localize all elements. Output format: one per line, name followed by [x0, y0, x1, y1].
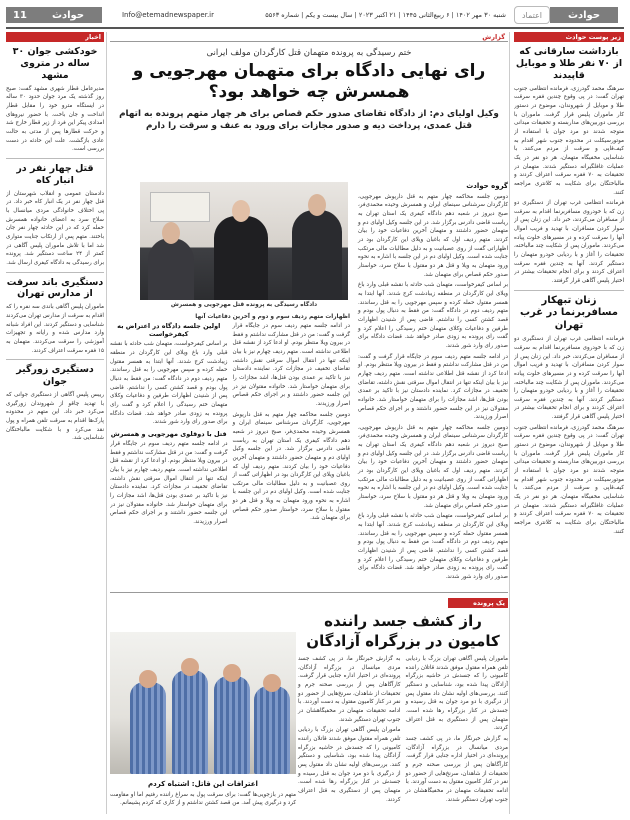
second-story-label: یک پرونده [448, 598, 508, 608]
issue-info: شنبه ۳۰ مهر ۱۴۰۲ | ۶ ربیع‌الثانی ۱۴۴۵ | ۲۱ اکتبر ۲۰۲۳ | سال بیست و یکم | شماره ۵۵۶۳ [265, 11, 506, 19]
left-news-title: دستگیری زورگیر جوان [16, 364, 94, 388]
column-rule [106, 32, 107, 814]
box-title: اعترافات این قاتل: اشتباه کردم [148, 780, 258, 788]
main-body-lower [110, 314, 350, 527]
prisoner-figure [172, 670, 208, 774]
main-body-right [358, 182, 508, 582]
right-body-2: فرمانده انتظامی غرب تهران از دستگیری دو زن که با خودروی مسافربرنما اقدام به سرقت از مسافران می‌کردند، خبر داد. این زنان پس از سوار کردن مسافران، با تهدید و فریب اموال آنها را سرقت کرده و در مسیرهای خلوت پیاده می‌کردند. ماموران پس از شکایت چند مالباخته، تحقیقات را آغاز و با ردیابی خودرو متهمان را دستگیر کردند. آنها به چندین فقره سرقت اعتراف کردند و برای انجام تحقیقات بیشتر در اختیار پلیس آگاهی قرار گرفتند. [514, 336, 624, 421]
left-news-title: خودکشی جوان ۳۰ ساله در متروی مشهد [12, 46, 98, 81]
bottom-box [110, 778, 296, 808]
right-column [514, 32, 624, 814]
right-column-label: زیر پوست حوادث [514, 32, 624, 42]
head [223, 664, 241, 682]
column-rule [509, 32, 510, 814]
figure-man [148, 238, 194, 300]
main-body-a-cont: دومین جلسه محاکمه چهار متهم به قتل داریوش مهرجویی، کارگردان سرشناس سینمای ایران و همسرش وحیده محمدی‌فر، صبح دیروز در شعبه دهم دادگاه کیفری یک استان تهران به ریاست قاضی دادرس برگزار شد. در این جلسه وکیل اولیای دم و متهمان حضور داشتند و متهمان آخرین دفاعیات خود را بیان کردند. متهم ردیف اول که باغبان ویلای این کارگردان بود در اظهاراتی گفت از روی عصبانیت و به دلیل مطالبات مالی مرتکب جنایت شده است. وکیل اولیای دم در این جلسه با اشاره به نحوه ورود متهمان به ویلا و قتل هر دو مقتول با سلاح سرد، خواستار صدور حکم قصاص برای متهمان شد. [358, 424, 508, 509]
sub-title: قتل با دوقلوی مهرجویی و همسرش [110, 429, 227, 438]
story-divider [110, 592, 508, 593]
main-headline: رای نهایی دادگاه برای متهمان مهرجویی و همسرش چه خواهد بود؟ [132, 61, 486, 103]
left-news-body: مدیرعامل قطار شهری مشهد گفت: صبح روز گذشته یک مرد جوان حدود ۳۰ ساله در ایستگاه مترو خود را مقابل قطار انداخت و جان باخت. با حضور نیروهای امدادی پیکر این فرد از زیر قطار خارج شد و حرکت قطارها پس از مدتی به حالت عادی بازگشت. علت این حادثه در دست بررسی است. [6, 85, 104, 153]
courtroom-board [150, 192, 210, 222]
masthead [6, 4, 624, 26]
left-column [6, 32, 104, 814]
divider [6, 158, 104, 159]
byline: گروه حوادث [466, 182, 508, 190]
prisoner-figure [130, 682, 166, 774]
prisoner-figure [214, 676, 250, 774]
photo1-caption: دادگاه رسیدگی به پرونده قتل مهرجویی و همسرش [170, 302, 318, 308]
main-body-c-lower: در ادامه جلسه متهم ردیف سوم در جایگاه قرار گرفت و گفت: من در قتل مشارکت نداشتم و فقط در بیرون ویلا منتظر بودم. او ادعا کرد از نقشه قتل اطلاعی نداشته است. متهم ردیف چهارم نیز با بیان اینکه تنها در انتقال اموال سرقتی نقش داشته، تقاضای تخفیف در مجازات کرد. نماینده دادستان نیز با تاکید بر عمدی بودن قتل‌ها، اشد مجازات را برای متهمان خواستار شد. خانواده مقتولان نیز در این جلسه حضور داشتند و بر اجرای حکم قصاص اصرار ورزیدند. [232, 323, 350, 407]
section-tab: حوادث [34, 7, 102, 23]
prisoners-photo [110, 632, 296, 774]
s2-col-b [298, 655, 401, 804]
right-body-2b: سرهنگ محمد گودرزی، فرمانده انتظامی جنوب تهران گفت: در پی وقوع چندین فقره سرقت طلا و موبایل از شهروندان، موضوع در دستور کار ماموران پلیس قرار گرفت. ماموران با بررسی دوربین‌های مداربسته و تحقیقات میدانی متوجه شدند دو مرد جوان با استفاده از موتورسیکلت در محدوده جنوب شهر اقدام به کیف‌قاپی و سرقت از مردم می‌کنند. با شناسایی مخفیگاه متهمان، هر دو نفر در یک عملیات غافلگیرانه دستگیر شدند. متهمان در تحقیقات به ۷۰ فقره سرقت اعتراف کردند و مالباختگان برای شکایت به کلانتری مراجعه کنند. [514, 424, 624, 535]
head [139, 670, 157, 688]
courtroom-photo [140, 182, 348, 300]
left-news-body: رییس پلیس آگاهی از دستگیری جوانی که با تهدید چاقو از شهروندان زورگیری می‌کرد خبر داد. این متهم در محدوده پارک‌ها اقدام به سرقت تلفن همراه و پول نقد می‌کرد و با شکایت مالباختگان شناسایی شد. [6, 391, 104, 442]
main-kicker: ختم رسیدگی به پرونده متهمان قتل کارگردان مولف ایرانی [206, 48, 412, 58]
main-story-label: گزارش [110, 32, 508, 42]
main-body-c-lower2: در ادامه جلسه متهم ردیف سوم در جایگاه قرار گرفت و گفت: من در قتل مشارکت نداشتم و فقط در بیرون ویلا منتظر بودم. او ادعا کرد از نقشه قتل اطلاعی نداشته است. متهم ردیف چهارم نیز با بیان اینکه تنها در انتقال اموال سرقتی نقش داشته، تقاضای تخفیف در مجازات کرد. نماینده دادستان نیز با تاکید بر عمدی بودن قتل‌ها، اشد مجازات را برای متهمان خواستار شد. خانواده مقتولان نیز در این جلسه حضور داشتند و بر اجرای حکم قصاص اصرار ورزیدند. [110, 440, 228, 525]
head [181, 658, 199, 676]
left-column-label: اخبار [6, 32, 104, 42]
figure-man [292, 210, 342, 300]
col-b [110, 322, 228, 527]
face [162, 222, 180, 244]
main-body-b: بر اساس کیفرخواست، متهمان شب حادثه با نقشه قبلی وارد باغ ویلای این کارگردان در منطقه زیبادشت کرج شدند. آنها ابتدا به همسر مقتول حمله کرده و سپس مهرجویی را به قتل رساندند. متهم ردیف دوم در دادگاه گفت: من فقط به دنبال پول بودم و قصد کشتن کسی را نداشتم. قاضی پس از شنیدن اظهارات طرفین و دفاعیات وکلای متهمان ختم رسیدگی را اعلام کرد و گفت رای پرونده به زودی صادر خواهد شد. قضات دادگاه برای صدور رای وارد شور شدند. [358, 282, 508, 349]
head [263, 674, 281, 692]
newspaper-logo: اعتماد [514, 6, 550, 24]
main-body-b-cont: بر اساس کیفرخواست، متهمان شب حادثه با نقشه قبلی وارد باغ ویلای این کارگردان در منطقه زیبادشت کرج شدند. آنها ابتدا به همسر مقتول حمله کرده و سپس مهرجویی را به قتل رساندند. متهم ردیف دوم در دادگاه گفت: من فقط به دنبال پول بودم و قصد کشتن کسی را نداشتم. قاضی پس از شنیدن اظهارات طرفین و دفاعیات وکلای متهمان ختم رسیدگی را اعلام کرد و گفت رای پرونده به زودی صادر خواهد شد. قضات دادگاه برای صدور رای وارد شور شدند. [358, 513, 508, 580]
left-news-title: قتل چهار نفر در انبار کاه [16, 162, 94, 186]
sub-title: اولین جلسه دادگاه در اعتراض به کیفرخواست [117, 322, 221, 339]
right-body-1: سرهنگ محمد گودرزی، فرمانده انتظامی جنوب تهران گفت: در پی وقوع چندین فقره سرقت طلا و موبایل از شهروندان، موضوع در دستور کار ماموران پلیس قرار گرفت. ماموران با بررسی دوربین‌های مداربسته و تحقیقات میدانی متوجه شدند دو مرد جوان با استفاده از موتورسیکلت در محدوده جنوب شهر اقدام به کیف‌قاپی و سرقت از مردم می‌کنند. با شناسایی مخفیگاه متهمان، هر دو نفر در یک عملیات غافلگیرانه دستگیر شدند. متهمان در تحقیقات به ۷۰ فقره سرقت اعتراف کردند و مالباختگان برای شکایت به کلانتری مراجعه کنند. [514, 85, 624, 196]
contact-email[interactable]: Info@etemadnewspaper.ir [121, 11, 215, 19]
main-subhead: وکیل اولیای دم: از دادگاه تقاضای صدور حکم قصاص برای هر چهار متهم پرونده به اتهام قتل عمدی، پرداخت دیه و صدور مجازات برای ورود به عنف و سرقت را دارم [119, 108, 499, 132]
left-news-title: دستگیری باند سرقت از مدارس تهران [6, 276, 104, 300]
photo2-caption: اظهارات متهم ردیف سوم و دوم و آخرین دفاعیات آنها [195, 314, 350, 320]
prisoner-figure [254, 686, 290, 774]
divider [514, 290, 624, 291]
second-body-b2: به گزارش خبرنگار ما، در پی کشف جسد مردی میانسال در بزرگراه آزادگان، پرونده‌ای در اختیار اداره جنایی قرار گرفت. کارآگاهان پس از بررسی صحنه جرم و تحقیقات از شاهدان، سرنخ‌هایی از حضور دو نفر در کنار کامیون مقتول به دست آوردند. با ادامه تحقیقات متهمان در مخفیگاهشان در جنوب تهران دستگیر شدند. [298, 656, 401, 723]
left-news-body: ماموران پلیس آگاهی باندی سه نفره را که اقدام به سرقت از مدارس تهران می‌کردند شناسایی و دستگیر کردند. این افراد شبانه وارد مدارس شده و رایانه و تجهیزات آموزشی را سرقت می‌کردند. متهمان به ۱۵ فقره سرقت اعتراف کردند. [6, 304, 104, 354]
figure-woman [214, 216, 268, 300]
section-label: حوادث [550, 7, 618, 23]
divider [6, 272, 104, 273]
second-body-a: ماموران پلیس آگاهی تهران بزرگ با ردیابی تلفن همراه مقتول موفق شدند قاتلان راننده کامیونی را که جسدش در حاشیه بزرگراه آزادگان پیدا شده بود، شناسایی و دستگیر کنند. بررسی‌های اولیه نشان داد مقتول پس از درگیری با دو مرد جوان به قتل رسیده و جسدش در کنار بزرگراه رها شده است. متهمان پس از دستگیری به قتل اعتراف کردند. [405, 656, 508, 732]
main-body-a: دومین جلسه محاکمه چهار متهم به قتل داریوش مهرجویی، کارگردان سرشناس سینمای ایران و همسرش وحیده محمدی‌فر، صبح دیروز در شعبه دهم دادگاه کیفری یک استان تهران به ریاست قاضی دادرس برگزار شد. در این جلسه وکیل اولیای دم و متهمان حضور داشتند و متهمان آخرین دفاعیات خود را بیان کردند. متهم ردیف اول که باغبان ویلای این کارگردان بود در اظهاراتی گفت از روی عصبانیت و به دلیل مطالبات مالی مرتکب جنایت شده است. وکیل اولیای دم در این جلسه با اشاره به نحوه ورود متهمان به ویلا و قتل هر دو مقتول با سلاح سرد، خواستار صدور حکم قصاص برای متهمان شد. [358, 193, 508, 278]
face [232, 200, 250, 222]
main-body-b-lower: بر اساس کیفرخواست، متهمان شب حادثه با نقشه قبلی وارد باغ ویلای این کارگردان در منطقه زیبادشت کرج شدند. آنها ابتدا به همسر مقتول حمله کرده و سپس مهرجویی را به قتل رساندند. متهم ردیف دوم در دادگاه گفت: من فقط به دنبال پول بودم و قصد کشتن کسی را نداشتم. قاضی پس از شنیدن اظهارات طرفین و دفاعیات وکلای متهمان ختم رسیدگی را اعلام کرد و گفت رای پرونده به زودی صادر خواهد شد. قضات دادگاه برای صدور رای وارد شور شدند. [110, 341, 228, 426]
face [308, 194, 326, 216]
divider [6, 359, 104, 360]
box-body: متهم در بازجویی‌ها گفت: برای سرقت پول به سراغ راننده رفتیم اما او مقاومت کرد و درگیری پیش آمد. من قصد کشتن نداشتم و از کاری که کردم پشیمانم. [110, 791, 296, 807]
s2-col-a [406, 655, 509, 804]
second-story [298, 598, 508, 804]
page-number: 11 [6, 7, 34, 23]
second-story-headline: راز کشف جسد راننده کامیون در بزرگراه آزادگان [306, 612, 500, 650]
main-body-a-lower: دومین جلسه محاکمه چهار متهم به قتل داریوش مهرجویی، کارگردان سرشناس سینمای ایران و همسرش وحیده محمدی‌فر، صبح دیروز در شعبه دهم دادگاه کیفری یک استان تهران به ریاست قاضی دادرس برگزار شد. در این جلسه وکیل اولیای دم و متهمان حضور داشتند و متهمان آخرین دفاعیات خود را بیان کردند. متهم ردیف اول که باغبان ویلای این کارگردان بود در اظهاراتی گفت از روی عصبانیت و به دلیل مطالبات مالی مرتکب جنایت شده است. وکیل اولیای دم در این جلسه با اشاره به نحوه ورود متهمان به ویلا و قتل هر دو مقتول با سلاح سرد، خواستار صدور حکم قصاص برای متهمان شد. [232, 411, 350, 522]
right-headline-1: بازداشت سارقانی که از ۷۰ نفر طلا و موبایل قاپیدند [515, 46, 623, 81]
col-a [233, 322, 351, 527]
second-body-b: به گزارش خبرنگار ما، در پی کشف جسد مردی میانسال در بزرگراه آزادگان، پرونده‌ای در اختیار اداره جنایی قرار گرفت. کارآگاهان پس از بررسی صحنه جرم و تحقیقات از شاهدان، سرنخ‌هایی از حضور دو نفر در کنار کامیون مقتول به دست آوردند. با ادامه تحقیقات متهمان در مخفیگاهشان در جنوب تهران دستگیر شدند. [405, 735, 508, 803]
main-story [110, 32, 508, 814]
right-body-1b: فرمانده انتظامی غرب تهران از دستگیری دو زن که با خودروی مسافربرنما اقدام به سرقت از مسافران می‌کردند، خبر داد. این زنان پس از سوار کردن مسافران، با تهدید و فریب اموال آنها را سرقت کرده و در مسیرهای خلوت پیاده می‌کردند. ماموران پس از شکایت چند مالباخته، تحقیقات را آغاز و با ردیابی خودرو متهمان را دستگیر کردند. آنها به چندین فقره سرقت اعتراف کردند و برای انجام تحقیقات بیشتر در اختیار پلیس آگاهی قرار گرفتند. [514, 200, 624, 285]
left-news-body: دادستان عمومی و انقلاب شهرستان از قتل چهار نفر در یک انبار کاه خبر داد. در پی اختلاف خانوادگی مردی میانسال با سلاح سرد به اعضای خانواده همسرش حمله کرد که در این حادثه چهار نفر جان باختند. متهم پس از ارتکاب جنایت متواری شد اما با تلاش ماموران پلیس آگاهی در کمتر از ۲۴ ساعت دستگیر شد. پرونده برای رسیدگی به دادگاه کیفری ارسال شد. [6, 190, 104, 266]
second-body-a2: ماموران پلیس آگاهی تهران بزرگ با ردیابی تلفن همراه مقتول موفق شدند قاتلان راننده کامیونی را که جسدش در حاشیه بزرگراه آزادگان پیدا شده بود، شناسایی و دستگیر کنند. بررسی‌های اولیه نشان داد مقتول پس از درگیری با دو مرد جوان به قتل رسیده و جسدش در کنار بزرگراه رها شده است. متهمان پس از دستگیری به قتل اعتراف کردند. [298, 727, 401, 803]
header-rule [6, 27, 624, 29]
main-body-c: در ادامه جلسه متهم ردیف سوم در جایگاه قرار گرفت و گفت: من در قتل مشارکت نداشتم و فقط در بیرون ویلا منتظر بودم. او ادعا کرد از نقشه قتل اطلاعی نداشته است. متهم ردیف چهارم نیز با بیان اینکه تنها در انتقال اموال سرقتی نقش داشته، تقاضای تخفیف در مجازات کرد. نماینده دادستان نیز با تاکید بر عمدی بودن قتل‌ها، اشد مجازات را برای متهمان خواستار شد. خانواده مقتولان نیز در این جلسه حضور داشتند و بر اجرای حکم قصاص اصرار ورزیدند. [358, 353, 508, 421]
right-headline-2: زنان تبهکار مسافربرنما در غرب تهران [519, 294, 619, 331]
